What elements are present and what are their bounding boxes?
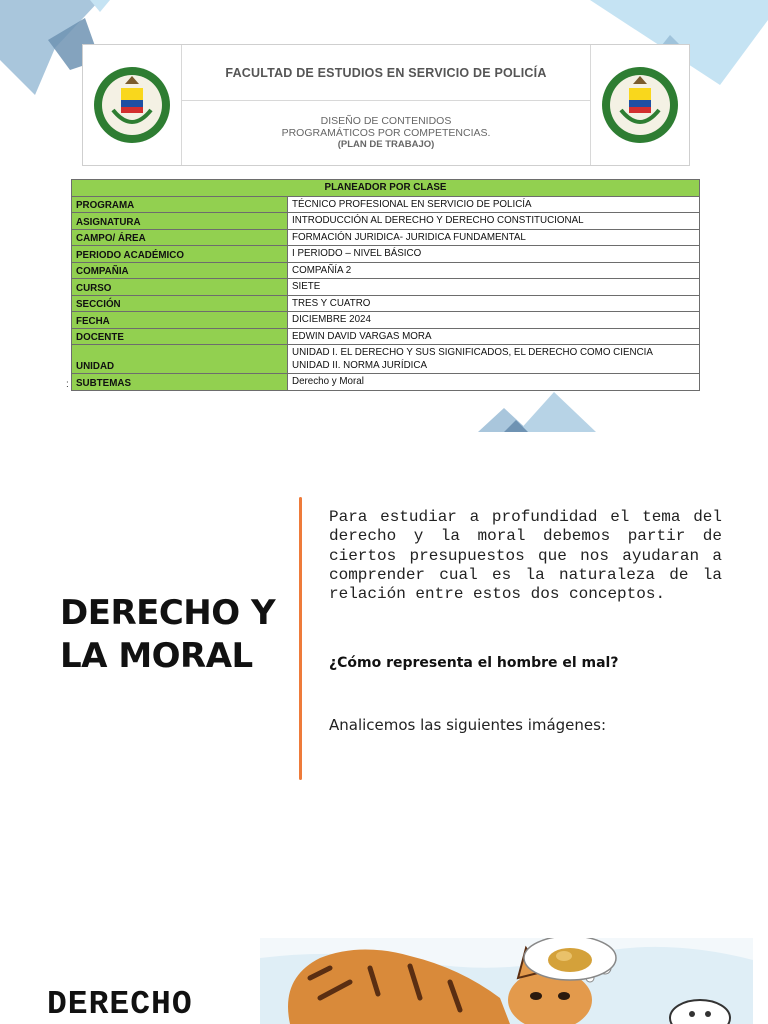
section-title-line-2: LA MORAL: [60, 636, 253, 676]
row-value: INTRODUCCIÓN AL DERECHO Y DERECHO CONSTITUCIONAL: [288, 213, 700, 230]
planner-title: PLANEADOR POR CLASE: [72, 180, 700, 197]
row-value: EDWIN DAVID VARGAS MORA: [288, 328, 700, 345]
cartoon-cat-dreaming-chicken-image: [260, 938, 753, 1024]
decor-triangles-mid: [478, 388, 598, 434]
row-value: SIETE: [288, 279, 700, 296]
row-label: PERIODO ACADÉMICO: [72, 246, 288, 263]
row-value: I PERIODO – NIVEL BÁSICO: [288, 246, 700, 263]
row-label: SUBTEMAS: [72, 374, 288, 391]
document-subtitle: [182, 101, 590, 165]
row-label: SECCIÓN: [72, 295, 288, 312]
table-row-unit: [72, 345, 700, 374]
subtitle-line-1: DISEÑO DE CONTENIDOS: [320, 115, 452, 127]
unit-line-2: UNIDAD II. NORMA JURÍDICA: [292, 360, 427, 371]
table-row: [72, 312, 700, 329]
table-row: [72, 196, 700, 213]
row-value: Derecho y Moral: [288, 374, 700, 391]
police-seal-icon: [599, 64, 681, 146]
table-row: [72, 295, 700, 312]
header-logo-right: [590, 45, 689, 165]
section-title: [60, 592, 275, 678]
unit-value: [288, 345, 700, 374]
row-label: CURSO: [72, 279, 288, 296]
header-logo-left: [83, 45, 182, 165]
police-seal-icon: [91, 64, 173, 146]
row-value: TÉCNICO PROFESIONAL EN SERVICIO DE POLICÍA: [288, 196, 700, 213]
row-value: FORMACIÓN JURIDICA- JURIDICA FUNDAMENTAL: [288, 229, 700, 246]
table-row: [72, 262, 700, 279]
row-label: CAMPO/ ÁREA: [72, 229, 288, 246]
row-label: FECHA: [72, 312, 288, 329]
next-section-title: DERECHO: [47, 986, 193, 1023]
row-label: COMPAÑIA: [72, 262, 288, 279]
faculty-title: FACULTAD DE ESTUDIOS EN SERVICIO DE POLICÍA: [182, 45, 590, 101]
class-planner-table: [71, 179, 700, 391]
row-label: PROGRAMA: [72, 196, 288, 213]
row-value: COMPAÑÍA 2: [288, 262, 700, 279]
divider-line: [299, 497, 302, 780]
question-text: ¿Cómo representa el hombre el mal?: [329, 655, 619, 671]
table-row: [72, 213, 700, 230]
row-label: ASIGNATURA: [72, 213, 288, 230]
table-row: [72, 229, 700, 246]
section-title-line-1: DERECHO Y: [60, 593, 276, 633]
table-row: [72, 279, 700, 296]
row-label: DOCENTE: [72, 328, 288, 345]
document-header: [82, 44, 690, 166]
subtitle-line-3: (PLAN DE TRABAJO): [337, 139, 435, 150]
intro-paragraph: Para estudiar a profundidad el tema del derecho y la moral debemos partir de ciertos presupuestos que nos ayudaran a comprender cual es la naturaleza de la relación entre estos dos conceptos.: [329, 508, 722, 604]
table-row: [72, 374, 700, 391]
row-label: UNIDAD: [72, 345, 288, 374]
table-row: [72, 328, 700, 345]
unit-line-1: UNIDAD I. EL DERECHO Y SUS SIGNIFICADOS, EL DERECHO COMO CIENCIA: [292, 347, 653, 358]
cartoon-illustration: [260, 938, 753, 1024]
row-value: DICIEMBRE 2024: [288, 312, 700, 329]
table-row: [72, 246, 700, 263]
row-value: TRES Y CUATRO: [288, 295, 700, 312]
instruction-text: Analicemos las siguientes imágenes:: [329, 716, 607, 734]
subtitle-line-2: PROGRAMÁTICOS POR COMPETENCIAS.: [281, 127, 491, 139]
stray-mark: :: [66, 379, 69, 390]
